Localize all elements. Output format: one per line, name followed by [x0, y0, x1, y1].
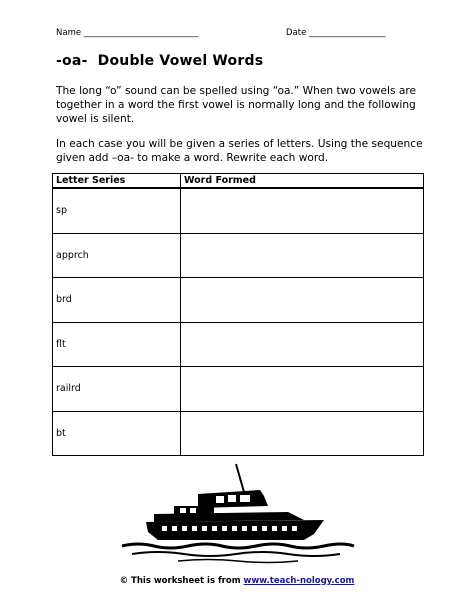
- column-header-word-formed: Word Formed: [181, 174, 424, 189]
- word-formed-cell[interactable]: [181, 367, 424, 412]
- table-row: [53, 278, 424, 323]
- word-formed-cell[interactable]: [181, 188, 424, 233]
- footer-link[interactable]: www.teach-nology.com: [243, 576, 355, 586]
- footer-prefix: © This worksheet is from: [119, 576, 244, 586]
- letter-series-table: [52, 173, 424, 456]
- date-field[interactable]: Date __________________: [286, 28, 386, 38]
- word-formed-cell[interactable]: [181, 233, 424, 278]
- column-header-letter-series: Letter Series: [53, 174, 181, 189]
- page-title: -oa- Double Vowel Words: [56, 53, 264, 69]
- letter-series-cell: flt: [53, 322, 181, 367]
- instructions-paragraph: In each case you will be given a series of letters. Using the sequence given add –oa- to make a word. Rewrite each word.: [56, 138, 423, 164]
- word-formed-cell[interactable]: [181, 278, 424, 323]
- table-header-row: [53, 174, 424, 189]
- name-field[interactable]: Name ___________________________: [56, 28, 199, 38]
- table-row: [53, 233, 424, 278]
- word-formed-cell[interactable]: [181, 411, 424, 456]
- letter-series-cell: sp: [53, 188, 181, 233]
- word-formed-cell[interactable]: [181, 322, 424, 367]
- table-row: [53, 411, 424, 456]
- letter-series-cell: bt: [53, 411, 181, 456]
- table-row: [53, 322, 424, 367]
- boat-icon: [118, 462, 358, 570]
- letter-series-cell: brd: [53, 278, 181, 323]
- intro-paragraph: The long “o” sound can be spelled using “oa.” When two vowels are together in a word the first vowel is normally long and the following vowel is silent.: [56, 85, 417, 125]
- table-row: [53, 367, 424, 412]
- letter-series-cell: railrd: [53, 367, 181, 412]
- footer-credit: [0, 576, 474, 586]
- table-row: [53, 188, 424, 233]
- letter-series-cell: apprch: [53, 233, 181, 278]
